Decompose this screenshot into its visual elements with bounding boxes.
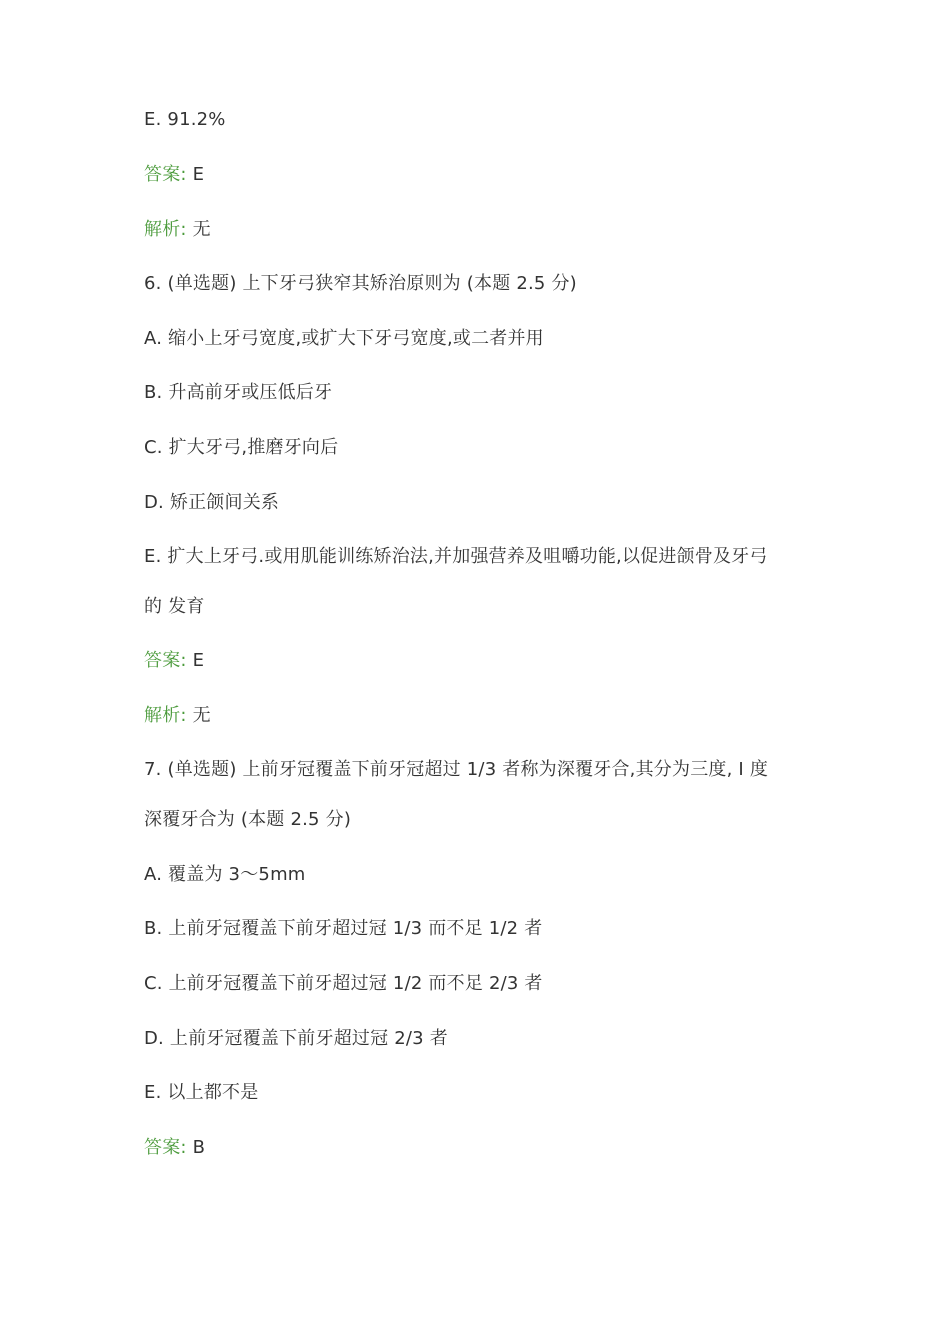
q7-answer — [144, 1135, 205, 1161]
answer-label: 答案: — [144, 1137, 187, 1158]
q7-option-e: E. 以上都不是 — [144, 1082, 259, 1103]
analysis-label: 解析: — [144, 219, 187, 240]
q7-option-a: A. 覆盖为 3～5mm — [144, 864, 306, 885]
q6-answer — [144, 648, 204, 674]
q7-stem-line1: 7. (单选题) 上前牙冠覆盖下前牙冠超过 1/3 者称为深覆牙合,其分为三度, I 度 — [144, 759, 769, 780]
q6-option-b: B. 升高前牙或压低后牙 — [144, 382, 333, 403]
analysis-value: 无 — [192, 705, 211, 726]
answer-value: E — [192, 650, 205, 671]
q6-option-d: D. 矫正颌间关系 — [144, 492, 280, 513]
q7-option-c: C. 上前牙冠覆盖下前牙超过冠 1/2 而不足 2/3 者 — [144, 973, 543, 994]
answer-label: 答案: — [144, 650, 187, 671]
q7-option-b: B. 上前牙冠覆盖下前牙超过冠 1/3 而不足 1/2 者 — [144, 918, 543, 939]
q6-option-c: C. 扩大牙弓,推磨牙向后 — [144, 437, 339, 458]
q6-analysis — [144, 703, 211, 729]
answer-value: E — [192, 164, 205, 185]
q5-answer — [144, 162, 204, 188]
q5-option-e: E. 91.2% — [144, 109, 226, 130]
q6-option-e-line2: 的 发育 — [144, 596, 205, 617]
q7-stem-line2: 深覆牙合为 (本题 2.5 分) — [144, 809, 352, 830]
analysis-value: 无 — [192, 219, 211, 240]
analysis-label: 解析: — [144, 705, 187, 726]
q6-option-a: A. 缩小上牙弓宽度,或扩大下牙弓宽度,或二者并用 — [144, 328, 544, 349]
q6-stem: 6. (单选题) 上下牙弓狭窄其矫治原则为 (本题 2.5 分) — [144, 273, 577, 294]
q7-option-d: D. 上前牙冠覆盖下前牙超过冠 2/3 者 — [144, 1028, 448, 1049]
answer-value: B — [192, 1137, 206, 1158]
q5-analysis — [144, 217, 211, 243]
q6-option-e-line1: E. 扩大上牙弓.或用肌能训练矫治法,并加强营养及咀嚼功能,以促进颌骨及牙弓 — [144, 546, 768, 567]
answer-label: 答案: — [144, 164, 187, 185]
